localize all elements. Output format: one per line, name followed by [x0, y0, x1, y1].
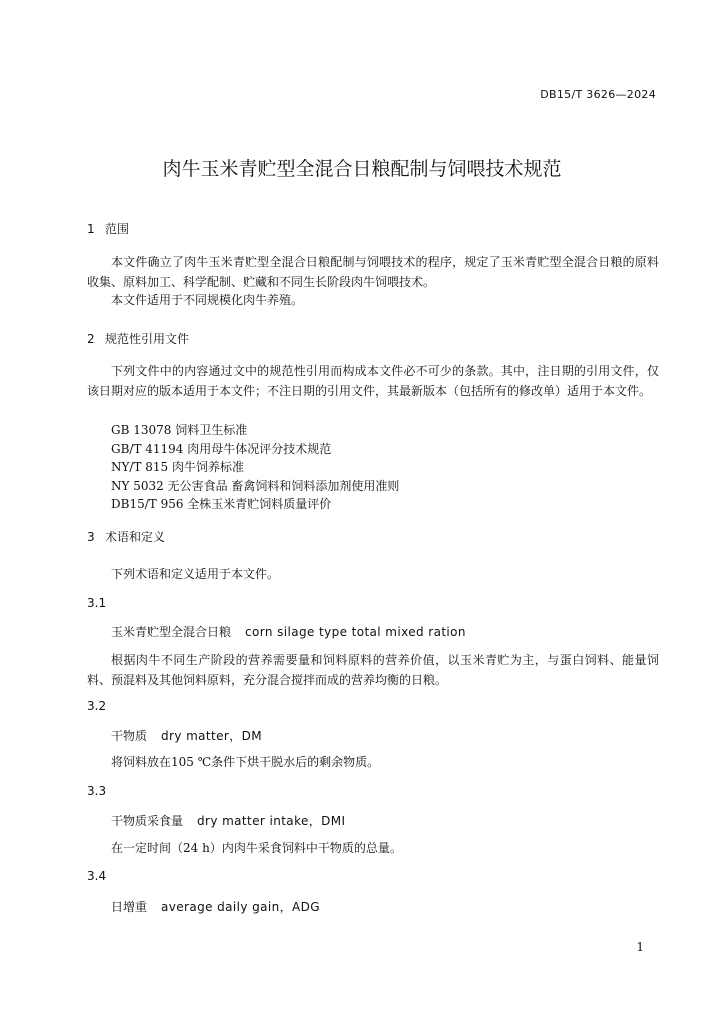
term-english: dry matter intake，DMI — [197, 814, 346, 828]
term-heading — [111, 898, 320, 915]
term-number: 3.4 — [87, 869, 107, 883]
section-number: 3 — [87, 530, 95, 544]
section-3-intro: 下列术语和定义适用于本文件。 — [111, 567, 280, 581]
list-item: DB15/T 956 全株玉米青贮饲料质量评价 — [111, 497, 332, 511]
term-definition: 根据肉牛不同生产阶段的营养需要量和饲料原料的营养价值，以玉米青贮为主，与蛋白饲料、能量饲料、预混料及其他饲料原料，充分混合搅拌而成的营养均衡的日粮。 — [87, 653, 659, 687]
term-english: dry matter，DM — [161, 729, 263, 743]
term-definition: 将饲料放在105 ℃条件下烘干脱水后的剩余物质。 — [111, 755, 380, 769]
term-heading — [111, 623, 466, 640]
term-number: 3.1 — [87, 596, 107, 610]
list-item: NY/T 815 肉牛饲养标准 — [111, 460, 245, 474]
term-chinese: 干物质采食量 — [111, 814, 184, 828]
list-item: GB 13078 饲料卫生标准 — [111, 423, 248, 437]
document-title: 肉牛玉米青贮型全混合日粮配制与饲喂技术规范 — [162, 158, 562, 180]
term-number: 3.3 — [87, 784, 107, 798]
term-english: average daily gain，ADG — [161, 900, 320, 914]
term-heading — [111, 727, 262, 744]
section-1-paragraph-2: 本文件适用于不同规模化肉牛养殖。 — [111, 293, 304, 307]
section-2-heading — [87, 330, 189, 347]
list-item: NY 5032 无公害食品 畜禽饲料和饲料添加剂使用准则 — [111, 478, 400, 493]
term-chinese: 干物质 — [111, 729, 148, 743]
normative-reference-list — [111, 421, 399, 514]
section-title: 规范性引用文件 — [105, 332, 190, 346]
list-item: GB/T 41194 肉用母牛体况评分技术规范 — [111, 441, 332, 456]
term-chinese: 玉米青贮型全混合日粮 — [111, 625, 232, 639]
section-1-paragraph-1: 本文件确立了肉牛玉米青贮型全混合日粮配制与饲喂技术的程序，规定了玉米青贮型全混合日粮的原料收集、原料加工、科学配制、贮藏和不同生长阶段肉牛饲喂技术。 — [87, 255, 659, 289]
section-1-heading — [87, 220, 129, 237]
term-number: 3.2 — [87, 699, 107, 713]
section-title: 范围 — [105, 222, 130, 236]
term-chinese: 日增重 — [111, 900, 148, 914]
section-2-paragraph-1: 下列文件中的内容通过文中的规范性引用而构成本文件必不可少的条款。其中，注日期的引用文件，仅该日期对应的版本适用于本文件；不注日期的引用文件，其最新版本（包括所有的修改单）适用于本文件。 — [87, 364, 659, 398]
section-3-heading — [87, 528, 165, 545]
term-english: corn silage type total mixed ration — [245, 625, 466, 639]
page-number: 1 — [636, 940, 644, 954]
section-number: 1 — [87, 222, 95, 236]
term-heading — [111, 812, 346, 829]
section-title: 术语和定义 — [105, 530, 166, 544]
term-definition: 在一定时间（24 h）内肉牛采食饲料中干物质的总量。 — [111, 841, 402, 855]
section-number: 2 — [87, 332, 95, 346]
standard-number: DB15/T 3626—2024 — [540, 88, 656, 101]
